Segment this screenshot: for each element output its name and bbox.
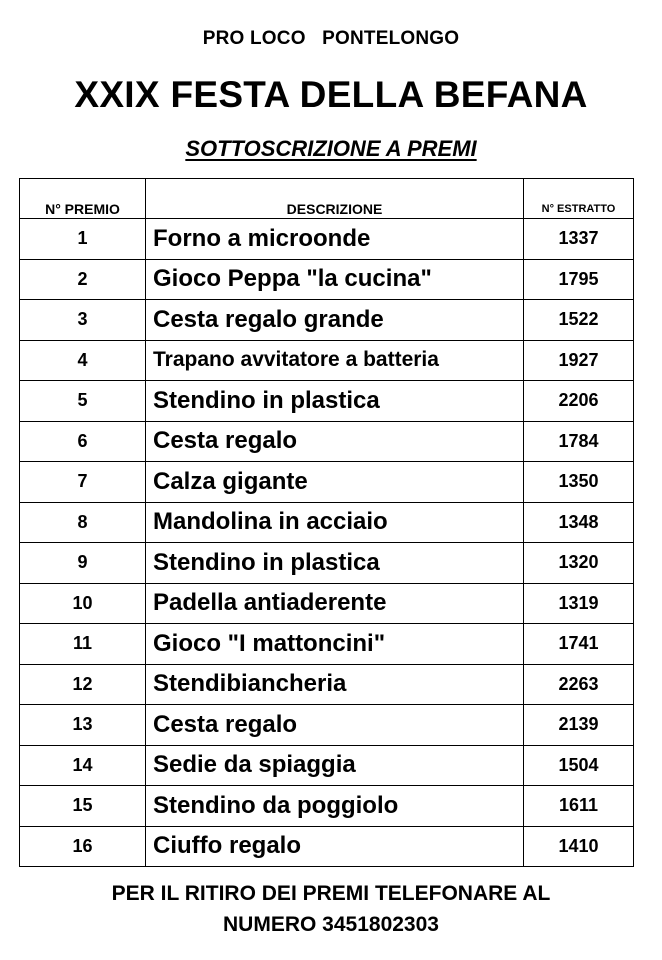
prize-number-cell: 13	[20, 705, 146, 746]
prize-number-cell: 1	[20, 219, 146, 260]
prize-number-cell: 6	[20, 421, 146, 462]
prize-description-cell: Cesta regalo	[146, 705, 524, 746]
prize-description-cell: Stendino in plastica	[146, 381, 524, 422]
prize-number-cell: 9	[20, 543, 146, 584]
drawn-number-cell: 1741	[524, 624, 634, 665]
table-header-row	[20, 179, 634, 219]
drawn-number-cell: 2263	[524, 664, 634, 705]
column-header-prize-number: N° PREMIO	[20, 179, 146, 219]
prize-table	[19, 178, 634, 867]
table-row	[20, 502, 634, 543]
prize-number-cell: 7	[20, 462, 146, 503]
table-row	[20, 624, 634, 665]
prize-description-cell: Trapano avvitatore a batteria	[146, 340, 524, 381]
prize-description-cell: Gioco Peppa "la cucina"	[146, 259, 524, 300]
table-row	[20, 826, 634, 867]
table-row	[20, 583, 634, 624]
drawn-number-cell: 1611	[524, 786, 634, 827]
prize-number-cell: 8	[20, 502, 146, 543]
column-header-description: DESCRIZIONE	[146, 179, 524, 219]
contact-note	[0, 878, 662, 940]
prize-number-cell: 2	[20, 259, 146, 300]
prize-number-cell: 3	[20, 300, 146, 341]
drawn-number-cell: 1337	[524, 219, 634, 260]
drawn-number-cell: 1320	[524, 543, 634, 584]
prize-number-cell: 10	[20, 583, 146, 624]
prize-description-cell: Padella antiaderente	[146, 583, 524, 624]
table-row	[20, 259, 634, 300]
table-row	[20, 381, 634, 422]
drawn-number-cell: 1348	[524, 502, 634, 543]
drawn-number-cell: 1350	[524, 462, 634, 503]
table-row	[20, 340, 634, 381]
prize-description-cell: Gioco "I mattoncini"	[146, 624, 524, 665]
drawn-number-cell: 1927	[524, 340, 634, 381]
table-row	[20, 300, 634, 341]
prize-description-cell: Stendibiancheria	[146, 664, 524, 705]
drawn-number-cell: 1522	[524, 300, 634, 341]
drawn-number-cell: 1504	[524, 745, 634, 786]
contact-note-line-1: PER IL RITIRO DEI PREMI TELEFONARE AL	[111, 882, 551, 905]
prize-description-cell: Ciuffo regalo	[146, 826, 524, 867]
event-title: XXIX FESTA DELLA BEFANA	[74, 74, 588, 115]
prize-description-cell: Stendino in plastica	[146, 543, 524, 584]
drawn-number-cell: 2206	[524, 381, 634, 422]
prize-number-cell: 16	[20, 826, 146, 867]
prize-description-cell: Forno a microonde	[146, 219, 524, 260]
table-row	[20, 543, 634, 584]
organization-name: PRO LOCO PONTELONGO	[202, 28, 460, 49]
prize-description-cell: Cesta regalo grande	[146, 300, 524, 341]
prize-description-cell: Stendino da poggiolo	[146, 786, 524, 827]
drawn-number-cell: 2139	[524, 705, 634, 746]
prize-description-cell: Calza gigante	[146, 462, 524, 503]
table-row	[20, 786, 634, 827]
table-row	[20, 745, 634, 786]
prize-description-cell: Sedie da spiaggia	[146, 745, 524, 786]
drawn-number-cell: 1795	[524, 259, 634, 300]
drawn-number-cell: 1784	[524, 421, 634, 462]
prize-table-body	[20, 219, 634, 867]
drawn-number-cell: 1319	[524, 583, 634, 624]
prize-number-cell: 5	[20, 381, 146, 422]
prize-number-cell: 4	[20, 340, 146, 381]
table-row	[20, 664, 634, 705]
prize-description-cell: Cesta regalo	[146, 421, 524, 462]
contact-phone-line: NUMERO 3451802303	[223, 913, 439, 936]
event-subtitle: SOTTOSCRIZIONE A PREMI	[185, 136, 477, 161]
prize-number-cell: 15	[20, 786, 146, 827]
prize-number-cell: 14	[20, 745, 146, 786]
table-row	[20, 219, 634, 260]
prize-description-cell: Mandolina in acciaio	[146, 502, 524, 543]
table-row	[20, 705, 634, 746]
prize-number-cell: 11	[20, 624, 146, 665]
drawn-number-cell: 1410	[524, 826, 634, 867]
prize-number-cell: 12	[20, 664, 146, 705]
table-row	[20, 462, 634, 503]
table-row	[20, 421, 634, 462]
column-header-drawn-number: N° ESTRATTO	[524, 179, 634, 219]
